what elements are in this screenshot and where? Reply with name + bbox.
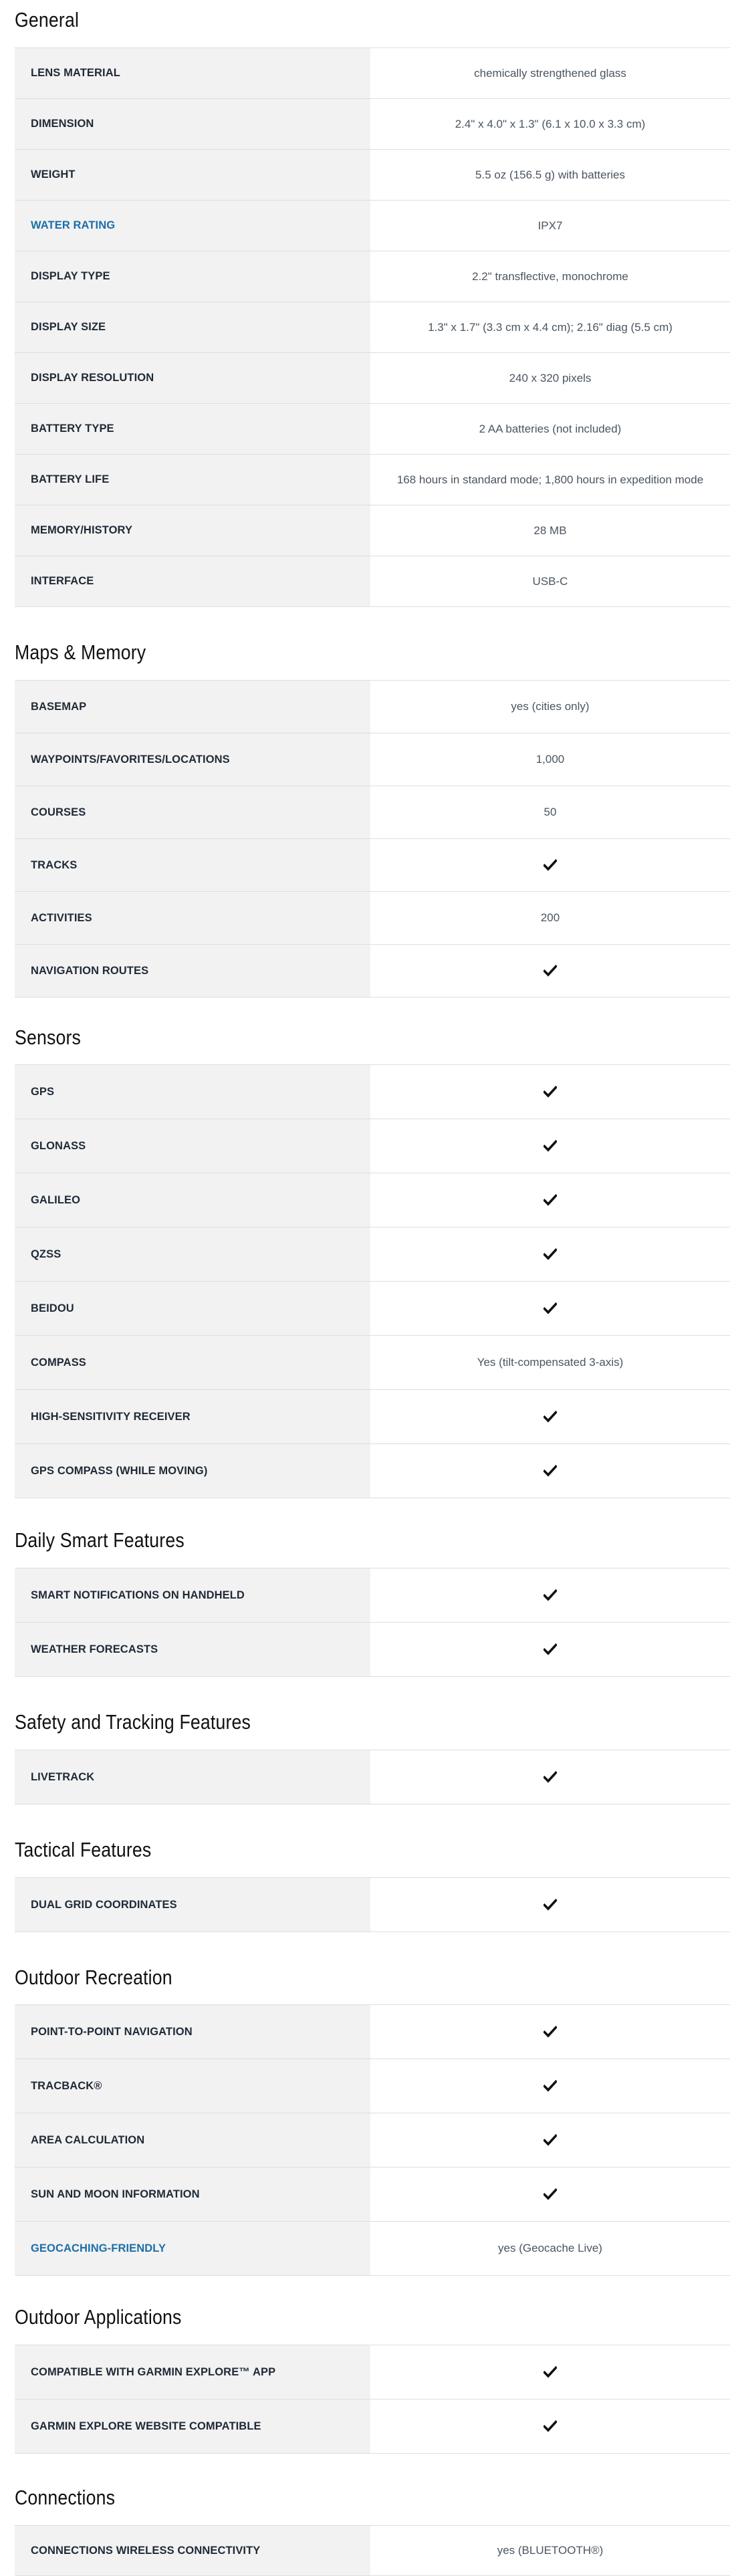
spec-label: BEIDOU [15, 1282, 370, 1335]
spec-row [15, 1444, 730, 1498]
spec-row [15, 201, 730, 251]
spec-row [15, 1282, 730, 1336]
section-title: Tactical Features [15, 1838, 152, 1861]
spec-row [15, 1390, 730, 1444]
spec-row [15, 48, 730, 99]
spec-label: LENS MATERIAL [15, 48, 370, 98]
spec-value [370, 2168, 730, 2221]
spec-value [370, 839, 730, 891]
spec-value: yes (Geocache Live) [498, 2242, 602, 2254]
spec-value: 2 AA batteries (not included) [479, 422, 622, 435]
spec-value [370, 1390, 730, 1443]
spec-label: BASEMAP [15, 681, 370, 733]
checkmark-icon [543, 2420, 557, 2432]
spec-value [370, 945, 730, 997]
section-title: General [15, 8, 80, 31]
spec-label: GALILEO [15, 1173, 370, 1227]
spec-row [15, 353, 730, 404]
spec-label: GPS COMPASS (WHILE MOVING) [15, 1444, 370, 1498]
spec-label-link[interactable]: WATER RATING [15, 201, 370, 251]
spec-value [370, 1227, 730, 1281]
section-title: Maps & Memory [15, 640, 146, 664]
spec-label: NAVIGATION ROUTES [15, 945, 370, 997]
checkmark-icon [543, 1899, 557, 1911]
spec-value [370, 1568, 730, 1622]
spec-row [15, 1623, 730, 1677]
spec-row [15, 1336, 730, 1390]
spec-row [15, 1227, 730, 1282]
spec-label-link[interactable]: GEOCACHING-FRIENDLY [15, 2222, 370, 2275]
checkmark-icon [543, 859, 557, 871]
spec-row [15, 1119, 730, 1173]
spec-value: 2.4" x 4.0" x 1.3" (6.1 x 10.0 x 3.3 cm) [455, 117, 646, 130]
spec-table [15, 680, 730, 998]
spec-row [15, 2168, 730, 2222]
checkmark-icon [543, 1302, 557, 1314]
spec-label: DISPLAY RESOLUTION [15, 353, 370, 403]
spec-row [15, 455, 730, 505]
section-title: Connections [15, 2486, 116, 2509]
spec-label: SMART NOTIFICATIONS ON HANDHELD [15, 1568, 370, 1622]
checkmark-icon [543, 1248, 557, 1260]
checkmark-icon [543, 1465, 557, 1477]
spec-row [15, 1065, 730, 1119]
spec-value: 168 hours in standard mode; 1,800 hours in expedition mode [396, 473, 704, 486]
spec-row [15, 1878, 730, 1932]
spec-row [15, 251, 730, 302]
spec-value: 28 MB [533, 523, 567, 537]
spec-row [15, 2059, 730, 2113]
spec-value [370, 1065, 730, 1119]
checkmark-icon [543, 1411, 557, 1423]
spec-value: 5.5 oz (156.5 g) with batteries [475, 168, 625, 181]
spec-row [15, 786, 730, 839]
spec-label: COURSES [15, 786, 370, 838]
section-title: Safety and Tracking Features [15, 1710, 251, 1734]
spec-value: 200 [540, 911, 560, 924]
spec-table [15, 1568, 730, 1677]
spec-value [370, 2113, 730, 2167]
spec-row [15, 404, 730, 455]
spec-value [370, 2005, 730, 2059]
spec-table [15, 2525, 730, 2576]
spec-value: USB-C [532, 574, 568, 588]
checkmark-icon [543, 2026, 557, 2038]
spec-value: IPX7 [537, 219, 563, 232]
spec-value: 1,000 [535, 753, 565, 766]
checkmark-icon [543, 1140, 557, 1152]
spec-value [370, 1750, 730, 1804]
spec-row [15, 839, 730, 892]
spec-label: GPS [15, 1065, 370, 1119]
spec-label: QZSS [15, 1227, 370, 1281]
spec-value: 50 [543, 806, 557, 818]
spec-table [15, 2004, 730, 2276]
spec-value: Yes (tilt-compensated 3-axis) [477, 1356, 624, 1369]
section-title: Daily Smart Features [15, 1528, 185, 1552]
spec-row [15, 681, 730, 733]
spec-value [370, 2399, 730, 2453]
spec-value [370, 1623, 730, 1676]
section-title: Outdoor Applications [15, 2305, 182, 2329]
spec-row [15, 556, 730, 607]
spec-value [370, 1119, 730, 1173]
spec-label: LIVETRACK [15, 1750, 370, 1804]
spec-row [15, 1750, 730, 1804]
spec-value: 2.2" transflective, monochrome [472, 269, 628, 283]
spec-row [15, 945, 730, 998]
spec-table [15, 47, 730, 607]
spec-table [15, 1750, 730, 1804]
spec-row [15, 302, 730, 353]
spec-label: WAYPOINTS/FAVORITES/LOCATIONS [15, 733, 370, 786]
spec-value: yes (BLUETOOTH®) [497, 2544, 604, 2557]
spec-value [370, 1282, 730, 1335]
spec-table [15, 1877, 730, 1932]
spec-label: TRACBACK® [15, 2059, 370, 2113]
checkmark-icon [543, 1194, 557, 1206]
spec-value: 240 x 320 pixels [509, 371, 592, 384]
spec-row [15, 2345, 730, 2399]
spec-row [15, 2526, 730, 2576]
spec-label: WEIGHT [15, 150, 370, 200]
spec-label: ACTIVITIES [15, 892, 370, 944]
spec-value: 1.3" x 1.7" (3.3 cm x 4.4 cm); 2.16" diag (5.5 cm) [428, 320, 673, 334]
spec-row [15, 99, 730, 150]
spec-label: WEATHER FORECASTS [15, 1623, 370, 1676]
spec-label: COMPATIBLE WITH GARMIN EXPLORE™ APP [15, 2345, 370, 2399]
spec-label: CONNECTIONS WIRELESS CONNECTIVITY [15, 2526, 370, 2575]
spec-label: DIMENSION [15, 99, 370, 149]
spec-label: GARMIN EXPLORE WEBSITE COMPATIBLE [15, 2399, 370, 2453]
spec-row [15, 2113, 730, 2168]
checkmark-icon [543, 2366, 557, 2378]
spec-row [15, 2005, 730, 2059]
spec-value: chemically strengthened glass [474, 66, 626, 80]
spec-label: COMPASS [15, 1336, 370, 1389]
spec-row [15, 1173, 730, 1227]
spec-label: AREA CALCULATION [15, 2113, 370, 2167]
spec-label: DISPLAY TYPE [15, 251, 370, 302]
spec-label: HIGH-SENSITIVITY RECEIVER [15, 1390, 370, 1443]
spec-label: SUN AND MOON INFORMATION [15, 2168, 370, 2221]
spec-label: DISPLAY SIZE [15, 302, 370, 352]
checkmark-icon [543, 2080, 557, 2092]
checkmark-icon [543, 2134, 557, 2146]
spec-label: POINT-TO-POINT NAVIGATION [15, 2005, 370, 2059]
spec-value [370, 2059, 730, 2113]
spec-table [15, 2345, 730, 2454]
spec-value [370, 1173, 730, 1227]
spec-label: BATTERY TYPE [15, 404, 370, 454]
section-title: Sensors [15, 1026, 82, 1049]
spec-label: TRACKS [15, 839, 370, 891]
checkmark-icon [543, 2188, 557, 2200]
spec-row [15, 2222, 730, 2276]
spec-value [370, 1444, 730, 1498]
spec-label: DUAL GRID COORDINATES [15, 1878, 370, 1931]
checkmark-icon [543, 1589, 557, 1601]
spec-label: MEMORY/HISTORY [15, 505, 370, 556]
checkmark-icon [543, 1086, 557, 1098]
spec-row [15, 1568, 730, 1623]
spec-label: GLONASS [15, 1119, 370, 1173]
spec-table [15, 1064, 730, 1498]
checkmark-icon [543, 1643, 557, 1655]
spec-label: INTERFACE [15, 556, 370, 606]
checkmark-icon [543, 1771, 557, 1783]
spec-row [15, 892, 730, 945]
spec-row [15, 505, 730, 556]
spec-row [15, 150, 730, 201]
section-title: Outdoor Recreation [15, 1966, 172, 1989]
spec-label: BATTERY LIFE [15, 455, 370, 505]
spec-row [15, 733, 730, 786]
checkmark-icon [543, 965, 557, 977]
spec-value [370, 2345, 730, 2399]
spec-value: yes (cities only) [511, 700, 590, 713]
spec-value [370, 1878, 730, 1931]
spec-row [15, 2399, 730, 2454]
